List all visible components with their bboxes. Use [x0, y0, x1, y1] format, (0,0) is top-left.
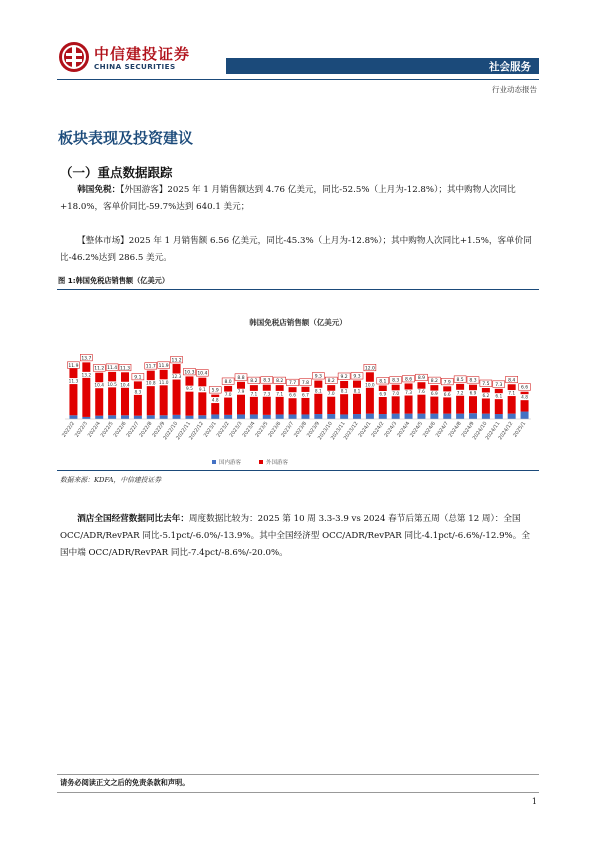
data-label-foreign: 10.4 — [94, 383, 105, 389]
bar-domestic — [185, 416, 193, 419]
data-label-total: 13.2 — [171, 358, 182, 364]
bar-foreign — [263, 385, 271, 415]
bar-foreign — [276, 385, 284, 414]
data-label-foreign: 4.8 — [521, 395, 528, 401]
data-label-total: 9.3 — [314, 374, 322, 380]
footer-disclaimer: 请务必阅读正文之后的免责条款和声明。 — [60, 778, 190, 787]
logo-emblem-icon — [58, 41, 90, 73]
paragraph-lead: 酒店全国经营数据同比去年： — [77, 514, 189, 524]
bar-foreign — [95, 373, 103, 416]
data-label-total: 8.5 — [456, 377, 464, 383]
bar-foreign — [289, 387, 297, 414]
x-tick-label: 2024/9 — [460, 420, 476, 439]
bar-domestic — [469, 413, 477, 419]
bar-domestic — [443, 414, 451, 419]
data-label-foreign: 7.9 — [237, 390, 245, 396]
duty-free-sales-chart — [57, 291, 539, 469]
bar-foreign — [508, 384, 516, 413]
bar-foreign — [405, 383, 413, 413]
data-label-total: 8.2 — [327, 379, 335, 385]
x-tick-label: 2024/7 — [434, 420, 450, 439]
x-tick-label: 2022/4 — [86, 420, 102, 439]
x-tick-label: 2023/11 — [329, 420, 347, 442]
x-tick-label: 2023/9 — [305, 420, 321, 439]
data-label-foreign: 7.3 — [405, 391, 412, 397]
data-label-foreign: 7.1 — [250, 392, 258, 398]
bar-foreign — [495, 389, 503, 414]
x-tick-label: 2022/6 — [112, 420, 128, 439]
data-label-foreign: 6.9 — [430, 392, 438, 398]
bar-domestic — [289, 414, 297, 419]
bar-foreign — [250, 385, 258, 414]
data-label-foreign: 4.8 — [211, 398, 219, 404]
bar-domestic — [417, 414, 425, 419]
section-title: 板块表现及投资建议 — [58, 129, 194, 147]
data-label-foreign: 6.2 — [482, 393, 490, 399]
chart-bars — [67, 354, 530, 419]
bar-domestic — [95, 416, 103, 419]
report-type: 行业动态报告 — [492, 85, 537, 94]
bar-domestic — [327, 414, 335, 419]
bar-domestic — [173, 415, 181, 419]
x-tick-label: 2024/8 — [447, 420, 463, 439]
data-label-total: 8.0 — [224, 379, 232, 385]
data-label-foreign: 10.5 — [107, 382, 117, 388]
bar-foreign — [443, 386, 451, 413]
paragraph-korea-duty-free — [60, 182, 538, 216]
data-label-total: 7.5 — [482, 382, 490, 387]
bar-foreign — [82, 362, 90, 417]
data-label-total: 8.6 — [404, 377, 413, 383]
data-label-total: 11.4 — [107, 365, 118, 371]
x-tick-label: 2023/3 — [228, 420, 244, 439]
data-label-foreign: 8.1 — [314, 389, 322, 395]
data-label-foreign: 12.3 — [171, 375, 182, 381]
bar-foreign — [430, 385, 438, 414]
data-label-foreign: 10.4 — [120, 383, 130, 389]
bar-foreign — [173, 364, 181, 415]
bar-foreign — [379, 386, 387, 415]
bar-domestic — [495, 414, 503, 419]
data-label-total: 12.0 — [364, 366, 375, 372]
x-tick-label: 2024/2 — [370, 420, 386, 439]
data-label-total: 10.3 — [184, 370, 195, 376]
data-label-total: 8.9 — [417, 376, 426, 382]
data-label-total: 10.4 — [197, 371, 208, 377]
data-label-total: 8.3 — [263, 378, 271, 384]
bar-domestic — [353, 414, 361, 419]
data-label-foreign: 6.6 — [289, 393, 296, 399]
paragraph-text: 【外国游客】2025 年 1 月销售额达到 4.76 亿美元，同比-52.5%（上月为-12.8%）；其中购物人次同比+18.0%，客单价同比-59.7%达到 640.1 美元； — [60, 185, 516, 212]
logo-chinese-name: 中信建投证券 — [94, 45, 191, 63]
data-label-total: 7.8 — [301, 380, 310, 386]
data-label-foreign: 8.3 — [134, 390, 142, 396]
data-label-total: 6.6 — [520, 385, 529, 391]
sub-title: （一）重点数据跟踪 — [60, 165, 173, 180]
x-tick-label: 2023/8 — [293, 420, 309, 439]
data-label-total: 11.3 — [119, 366, 131, 372]
bar-foreign — [134, 381, 142, 415]
paragraph-overall-market — [60, 233, 538, 267]
bar-domestic — [366, 414, 374, 419]
legend-label-domestic: 国内游客 — [219, 460, 242, 466]
data-label-foreign: 13.2 — [81, 373, 92, 379]
paragraph-text: 周度数据比较为：2025 第 10 周 3.3-3.9 vs 2024 春节后第五周（总第 12 周）：全国 OCC/ADR/RevPAR 同比-5.1pct/-6.0%/-13.9%。其中全国经济型 OCC/ADR/RevPAR 同比-4.1pct/-6.6%/-12.9%。全国中端 OCC/ADR/RevPAR 同比-7.4pct/-8.6%/-20.0%。 — [60, 514, 530, 558]
data-label-foreign: 7.1 — [508, 391, 516, 397]
bar-foreign — [160, 370, 168, 415]
data-label-total: 11.7 — [145, 364, 156, 370]
chart-title: 韩国免税店销售额（亿美元） — [249, 318, 347, 327]
bar-foreign — [121, 372, 129, 415]
data-label-foreign: 7.0 — [327, 392, 335, 398]
bar-domestic — [430, 414, 438, 419]
x-tick-label: 2022/11 — [175, 420, 193, 442]
data-label-total: 8.2 — [276, 379, 284, 385]
bar-domestic — [224, 415, 232, 419]
bar-foreign — [340, 381, 348, 414]
bar-domestic — [211, 414, 219, 419]
x-tick-label: 2023/12 — [342, 420, 360, 442]
data-label-foreign: 6.6 — [443, 392, 451, 398]
data-label-total: 5.9 — [211, 388, 219, 394]
bar-domestic — [108, 415, 116, 419]
data-label-total: 11.9 — [158, 363, 169, 369]
header-category: 社会服务 — [489, 61, 531, 73]
data-label-total: 9.1 — [134, 375, 142, 381]
footer-divider-2 — [57, 792, 539, 793]
x-tick-label: 2023/2 — [215, 420, 231, 439]
data-label-foreign: 8.1 — [340, 389, 348, 395]
logo-english-name: CHINA SECURITIES — [94, 62, 176, 71]
company-logo — [58, 41, 198, 79]
data-label-foreign: 9.1 — [198, 387, 206, 393]
bar-foreign — [185, 376, 193, 415]
bar-foreign — [147, 371, 155, 416]
bar-domestic — [301, 414, 309, 419]
data-label-foreign: 8.1 — [353, 389, 361, 395]
data-label-total: 9.3 — [353, 374, 361, 380]
data-label-foreign: 7.1 — [276, 392, 284, 398]
data-label-total: 13.7 — [81, 356, 92, 362]
data-label-total: 7.3 — [495, 382, 503, 388]
x-tick-label: 2023/7 — [280, 420, 296, 439]
x-tick-label: 2022/9 — [151, 420, 167, 439]
data-label-total: 8.2 — [430, 379, 438, 385]
bar-foreign — [482, 388, 490, 414]
figure-source: 数据来源：KDFA，中信建投证券 — [60, 476, 162, 484]
bar-foreign — [469, 385, 477, 414]
data-label-total: 8.2 — [250, 379, 258, 385]
header-category-bar — [226, 58, 539, 74]
data-label-total: 8.8 — [237, 375, 245, 381]
data-label-total: 7.7 — [288, 381, 297, 387]
data-label-foreign: 10.8 — [145, 381, 156, 387]
page-number: 1 — [531, 797, 537, 806]
chart-legend — [212, 458, 289, 466]
data-label-foreign: 6.7 — [302, 393, 309, 399]
x-tick-label: 2022/2 — [61, 420, 77, 439]
bar-domestic — [82, 417, 90, 419]
bar-domestic — [340, 414, 348, 419]
legend-label-foreign: 外国游客 — [266, 460, 289, 466]
bar-foreign — [456, 384, 464, 414]
header-divider — [57, 79, 539, 80]
bar-foreign — [327, 385, 335, 414]
data-label-foreign: 6.9 — [469, 391, 477, 397]
x-tick-label: 2022/7 — [125, 420, 141, 439]
bar-foreign — [353, 381, 361, 414]
data-label-foreign: 6.1 — [495, 394, 503, 400]
bar-foreign — [69, 369, 77, 416]
data-label-total: 11.9 — [68, 363, 79, 369]
bar-foreign — [417, 382, 425, 413]
bar-domestic — [160, 415, 168, 419]
chart-x-axis — [61, 421, 527, 441]
bar-foreign — [301, 387, 309, 415]
data-label-foreign: 7.6 — [418, 390, 425, 396]
data-label-foreign: 7.3 — [263, 392, 271, 398]
x-tick-label: 2024/12 — [497, 420, 515, 442]
paragraph-text: 【整体市场】2025 年 1 月销售额 6.56 亿美元，同比-45.3%（上月为-12.8%）；其中购物人次同比+1.5%，客单价同比-46.2%达到 286.5 美元。 — [60, 236, 532, 263]
data-label-total: 8.3 — [392, 378, 400, 384]
data-label-foreign: 10.0 — [365, 383, 375, 389]
bar-domestic — [482, 414, 490, 419]
data-label-total: 8.3 — [469, 378, 477, 384]
figure-caption: 图 1:韩国免税店销售额（亿美元） — [58, 276, 170, 285]
bar-domestic — [521, 412, 529, 419]
x-tick-label: 2023/4 — [241, 420, 257, 439]
data-label-foreign: 11.3 — [68, 379, 79, 385]
data-label-total: 11.2 — [94, 366, 105, 372]
data-label-foreign: 9.5 — [186, 387, 193, 393]
bar-domestic — [121, 415, 129, 419]
x-tick-label: 2025/1 — [512, 420, 528, 439]
bar-domestic — [456, 414, 464, 419]
data-label-foreign: 11.0 — [158, 380, 169, 386]
bar-domestic — [508, 414, 516, 419]
data-label-total: 8.4 — [508, 378, 516, 384]
x-tick-label: 2023/1 — [202, 420, 218, 439]
x-tick-label: 2022/12 — [188, 420, 205, 442]
bar-foreign — [314, 381, 322, 414]
x-tick-label: 2024/6 — [421, 420, 437, 439]
bar-domestic — [392, 414, 400, 419]
x-tick-label: 2024/3 — [383, 420, 399, 439]
x-tick-label: 2023/6 — [267, 420, 283, 439]
bar-domestic — [198, 415, 206, 419]
data-label-total: 9.2 — [340, 374, 348, 380]
paragraph-lead: 韩国免税： — [77, 185, 121, 195]
legend-swatch-foreign — [259, 460, 263, 464]
x-tick-label: 2023/10 — [317, 420, 334, 442]
bar-foreign — [366, 372, 374, 413]
data-label-total: 8.1 — [379, 379, 387, 385]
x-tick-label: 2024/10 — [471, 420, 489, 442]
bar-domestic — [237, 414, 245, 419]
data-label-foreign: 7.0 — [224, 393, 232, 399]
footer-divider — [57, 774, 539, 775]
bar-foreign — [224, 386, 232, 415]
figure-divider-bottom — [57, 470, 539, 471]
data-label-total: 7.9 — [443, 380, 451, 386]
bar-foreign — [237, 382, 245, 415]
data-label-foreign: 6.9 — [379, 392, 387, 398]
bar-domestic — [263, 415, 271, 419]
bar-domestic — [405, 414, 413, 419]
bar-domestic — [250, 414, 258, 419]
paragraph-hotel-data — [60, 511, 538, 562]
bar-domestic — [379, 414, 387, 419]
bar-domestic — [134, 416, 142, 419]
x-tick-label: 2024/5 — [409, 420, 425, 439]
bar-domestic — [69, 415, 77, 419]
x-tick-label: 2022/10 — [162, 420, 180, 442]
x-tick-label: 2023/5 — [254, 420, 270, 439]
x-tick-label: 2024/1 — [357, 420, 373, 439]
figure-divider-top — [57, 289, 539, 290]
x-tick-label: 2024/4 — [396, 420, 412, 439]
bar-domestic — [147, 415, 155, 419]
x-tick-label: 2022/3 — [73, 420, 89, 439]
bar-domestic — [276, 414, 284, 419]
bar-domestic — [314, 414, 322, 419]
x-tick-label: 2024/11 — [484, 420, 502, 442]
bar-foreign — [198, 378, 206, 416]
x-tick-label: 2022/8 — [138, 420, 154, 439]
data-label-foreign: 7.2 — [456, 391, 464, 397]
bar-foreign — [108, 372, 116, 415]
data-label-foreign: 7.0 — [392, 391, 400, 397]
legend-swatch-domestic — [212, 460, 216, 464]
x-tick-label: 2022/5 — [99, 420, 115, 439]
bar-foreign — [392, 385, 400, 414]
